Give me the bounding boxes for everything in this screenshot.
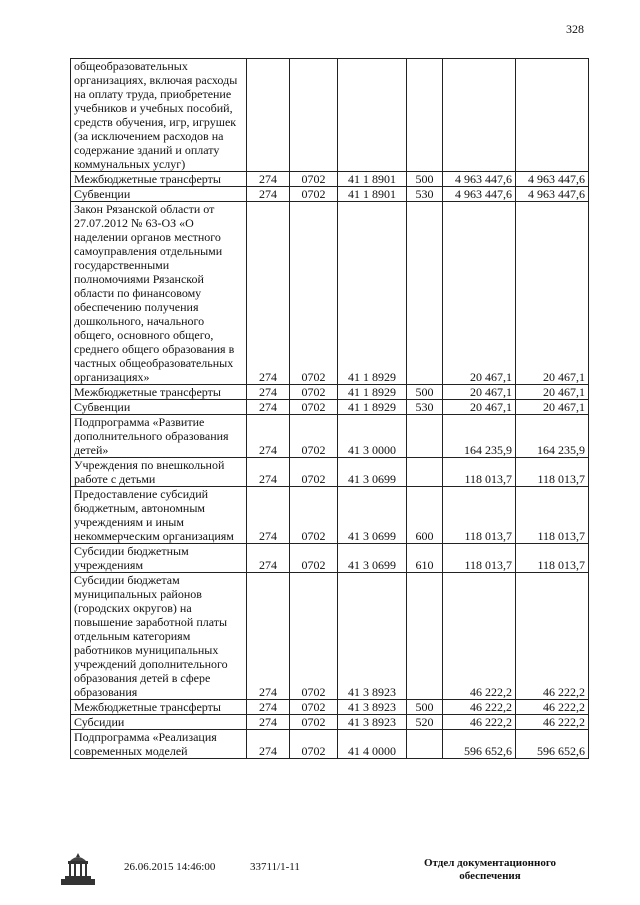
amount-total-cell: 118 013,7: [516, 487, 589, 544]
row-name-cell: Закон Рязанской области от 27.07.2012 № 63-ОЗ «О наделении органов местного самоуправления отдельными государственными полномочиями Рязанской области по финансовому обеспечению получения дошкольного, начального общего, основного общего, среднего общего образования в частных общеобразовательных организациях»: [71, 202, 247, 385]
footer-document-code: 33711/1-11: [250, 861, 300, 873]
table-row: [71, 715, 589, 730]
amount-total-cell: 4 963 447,6: [516, 187, 589, 202]
row-name-cell: Учреждения по внешкольной работе с детьми: [71, 458, 247, 487]
amount-2015-cell: 46 222,2: [443, 700, 516, 715]
footer-department-line1: Отдел документационного: [423, 857, 557, 869]
target-article-cell: 41 3 0699: [338, 487, 407, 544]
target-article-cell: 41 3 8923: [338, 715, 407, 730]
section-code-cell: 0702: [290, 573, 338, 700]
ministry-code-cell: 274: [247, 715, 290, 730]
ministry-code-cell: [247, 59, 290, 172]
row-name-cell: Подпрограмма «Развитие дополнительного образования детей»: [71, 415, 247, 458]
table-row: [71, 573, 589, 700]
expense-type-cell: [407, 573, 443, 700]
section-code-cell: 0702: [290, 730, 338, 759]
row-name-cell: Предоставление субсидий бюджетным, автономным учреждениям и иным некоммерческим организациям: [71, 487, 247, 544]
section-code-cell: 0702: [290, 544, 338, 573]
row-name-cell: Субвенции: [71, 187, 247, 202]
ministry-code-cell: 274: [247, 544, 290, 573]
row-name-cell: Подпрограмма «Реализация современных моделей: [71, 730, 247, 759]
amount-2015-cell: 46 222,2: [443, 573, 516, 700]
amount-total-cell: 46 222,2: [516, 700, 589, 715]
section-code-cell: 0702: [290, 202, 338, 385]
section-code-cell: 0702: [290, 458, 338, 487]
target-article-cell: [338, 59, 407, 172]
budget-table: [70, 58, 589, 759]
expense-type-cell: 500: [407, 385, 443, 400]
amount-2015-cell: 118 013,7: [443, 544, 516, 573]
target-article-cell: 41 1 8901: [338, 172, 407, 187]
expense-type-cell: [407, 458, 443, 487]
table-row: [71, 59, 589, 172]
expense-type-cell: [407, 415, 443, 458]
table-row: [71, 730, 589, 759]
target-article-cell: 41 3 0699: [338, 544, 407, 573]
section-code-cell: 0702: [290, 187, 338, 202]
amount-2015-cell: 118 013,7: [443, 458, 516, 487]
section-code-cell: 0702: [290, 487, 338, 544]
expense-type-cell: 520: [407, 715, 443, 730]
amount-2015-cell: [443, 59, 516, 172]
target-article-cell: 41 1 8929: [338, 400, 407, 415]
table-row: [71, 700, 589, 715]
row-name-cell: Межбюджетные трансферты: [71, 172, 247, 187]
footer-department-line2: обеспечения: [459, 870, 521, 882]
amount-2015-cell: 20 467,1: [443, 400, 516, 415]
target-article-cell: 41 1 8929: [338, 202, 407, 385]
table-row: [71, 187, 589, 202]
row-name-cell: Субсидии: [71, 715, 247, 730]
table-row: [71, 415, 589, 458]
target-article-cell: 41 3 8923: [338, 700, 407, 715]
target-article-cell: 41 3 8923: [338, 573, 407, 700]
page-number: 328: [566, 22, 584, 36]
ministry-code-cell: 274: [247, 172, 290, 187]
row-name-cell: Субсидии бюджетным учреждениям: [71, 544, 247, 573]
ministry-code-cell: 274: [247, 458, 290, 487]
amount-total-cell: 46 222,2: [516, 715, 589, 730]
ministry-code-cell: 274: [247, 400, 290, 415]
amount-total-cell: 118 013,7: [516, 458, 589, 487]
target-article-cell: 41 3 0000: [338, 415, 407, 458]
expense-type-cell: 600: [407, 487, 443, 544]
amount-2015-cell: 4 963 447,6: [443, 172, 516, 187]
row-name-cell: Межбюджетные трансферты: [71, 385, 247, 400]
table-row: [71, 172, 589, 187]
amount-total-cell: 118 013,7: [516, 544, 589, 573]
target-article-cell: 41 4 0000: [338, 730, 407, 759]
expense-type-cell: [407, 59, 443, 172]
target-article-cell: 41 3 0699: [338, 458, 407, 487]
row-name-cell: Субвенции: [71, 400, 247, 415]
amount-2015-cell: 4 963 447,6: [443, 187, 516, 202]
footer-department: [420, 857, 560, 883]
amount-total-cell: 20 467,1: [516, 202, 589, 385]
amount-total-cell: 164 235,9: [516, 415, 589, 458]
table-row: [71, 487, 589, 544]
amount-2015-cell: 164 235,9: [443, 415, 516, 458]
row-name-cell: Субсидии бюджетам муниципальных районов (городских округов) на повышение заработной платы отдельным категориям работников муниципальных учреждений дополнительного образования детей в сфере образования: [71, 573, 247, 700]
amount-total-cell: [516, 59, 589, 172]
section-code-cell: [290, 59, 338, 172]
row-name-cell: общеобразовательных организациях, включая расходы на оплату труда, приобретение учебников и учебных пособий, средств обучения, игр, игрушек (за исключением расходов на содержание зданий и оплату коммунальных услуг): [71, 59, 247, 172]
ministry-code-cell: 274: [247, 573, 290, 700]
ministry-code-cell: 274: [247, 487, 290, 544]
expense-type-cell: [407, 202, 443, 385]
expense-type-cell: 530: [407, 400, 443, 415]
amount-2015-cell: 46 222,2: [443, 715, 516, 730]
section-code-cell: 0702: [290, 385, 338, 400]
table-row: [71, 400, 589, 415]
footer-timestamp: 26.06.2015 14:46:00: [124, 861, 216, 873]
expense-type-cell: 610: [407, 544, 443, 573]
ministry-code-cell: 274: [247, 202, 290, 385]
duma-emblem-icon: [58, 851, 98, 887]
amount-2015-cell: 20 467,1: [443, 385, 516, 400]
amount-total-cell: 20 467,1: [516, 385, 589, 400]
ministry-code-cell: 274: [247, 415, 290, 458]
table-row: [71, 385, 589, 400]
section-code-cell: 0702: [290, 172, 338, 187]
ministry-code-cell: 274: [247, 730, 290, 759]
amount-2015-cell: 118 013,7: [443, 487, 516, 544]
table-row: [71, 544, 589, 573]
expense-type-cell: 500: [407, 700, 443, 715]
ministry-code-cell: 274: [247, 700, 290, 715]
target-article-cell: 41 1 8901: [338, 187, 407, 202]
amount-2015-cell: 596 652,6: [443, 730, 516, 759]
section-code-cell: 0702: [290, 715, 338, 730]
amount-2015-cell: 20 467,1: [443, 202, 516, 385]
expense-type-cell: 530: [407, 187, 443, 202]
section-code-cell: 0702: [290, 700, 338, 715]
amount-total-cell: 46 222,2: [516, 573, 589, 700]
amount-total-cell: 596 652,6: [516, 730, 589, 759]
ministry-code-cell: 274: [247, 187, 290, 202]
table-row: [71, 202, 589, 385]
section-code-cell: 0702: [290, 400, 338, 415]
expense-type-cell: 500: [407, 172, 443, 187]
ministry-code-cell: 274: [247, 385, 290, 400]
target-article-cell: 41 1 8929: [338, 385, 407, 400]
amount-total-cell: 20 467,1: [516, 400, 589, 415]
section-code-cell: 0702: [290, 415, 338, 458]
table-row: [71, 458, 589, 487]
row-name-cell: Межбюджетные трансферты: [71, 700, 247, 715]
amount-total-cell: 4 963 447,6: [516, 172, 589, 187]
expense-type-cell: [407, 730, 443, 759]
